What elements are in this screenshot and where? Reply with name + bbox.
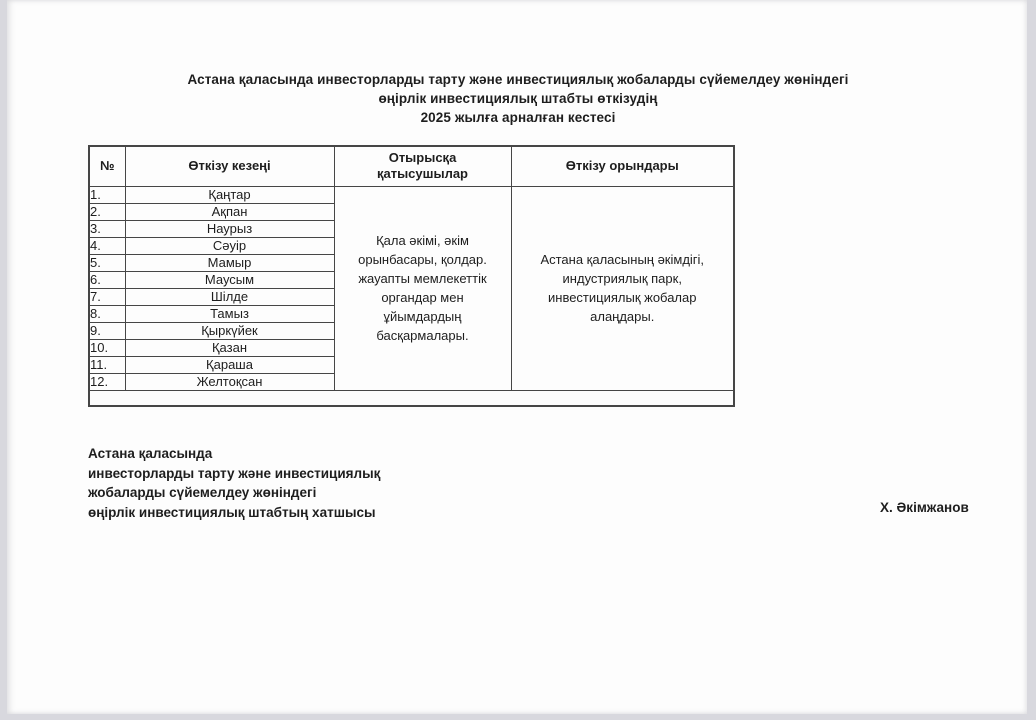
row-number: 3.: [89, 220, 125, 237]
row-number: 5.: [89, 254, 125, 271]
row-number: 10.: [89, 339, 125, 356]
row-number: 4.: [89, 237, 125, 254]
row-period: Мамыр: [125, 254, 334, 271]
row-number: 12.: [89, 373, 125, 390]
row-number: 9.: [89, 322, 125, 339]
row-period: Тамыз: [125, 305, 334, 322]
row-period: Сәуір: [125, 237, 334, 254]
empty-cell: [89, 390, 734, 406]
row-period: Қыркүйек: [125, 322, 334, 339]
signatory-line-3: жобаларды сүйемелдеу жөніндегі: [88, 485, 317, 500]
row-number: 7.: [89, 288, 125, 305]
signatory-line-2: инвесторларды тарту және инвестициялық: [88, 465, 381, 481]
header-period: Өткізу кезеңі: [125, 146, 334, 186]
table-empty-row: [89, 390, 734, 406]
venues-cell: Астана қаласының әкімдігі, индустриялық парк, инвестициялық жобалар алаңдары.: [511, 186, 734, 390]
row-number: 6.: [89, 271, 125, 288]
row-period: Қазан: [125, 339, 334, 356]
signatory-line-4: өңірлік инвестициялық штабтың хатшысы: [88, 504, 376, 520]
signatory-name: Х. Әкімжанов: [880, 500, 969, 515]
row-number: 2.: [89, 203, 125, 220]
signatory-block: [88, 444, 380, 522]
row-period: Ақпан: [125, 203, 334, 220]
row-period: Қаңтар: [125, 186, 334, 203]
table-row: [89, 186, 734, 203]
document-title: [0, 70, 1036, 127]
header-participants: Отырысқа қатысушылар: [334, 146, 511, 186]
row-number: 8.: [89, 305, 125, 322]
row-number: 11.: [89, 356, 125, 373]
schedule-table: [88, 145, 735, 407]
row-period: Қараша: [125, 356, 334, 373]
row-number: 1.: [89, 186, 125, 203]
title-line-2: өңірлік инвестициялық штабты өткізудің: [378, 91, 658, 106]
header-venues: Өткізу орындары: [511, 146, 734, 186]
row-period: Желтоқсан: [125, 373, 334, 390]
participants-cell: Қала әкімі, әкім орынбасары, қолдар. жауапты мемлекеттік органдар мен ұйымдардың басқармалары.: [334, 186, 511, 390]
row-period: Наурыз: [125, 220, 334, 237]
title-line-1: Астана қаласында инвесторларды тарту және инвестициялық жобаларды сүйемелдеу жөніндегі: [187, 72, 849, 87]
table-header-row: [89, 146, 734, 186]
header-number: №: [89, 146, 125, 186]
row-period: Маусым: [125, 271, 334, 288]
signatory-line-1: Астана қаласында: [88, 446, 213, 461]
title-line-3: 2025 жылға арналған кестесі: [420, 110, 616, 125]
row-period: Шілде: [125, 288, 334, 305]
